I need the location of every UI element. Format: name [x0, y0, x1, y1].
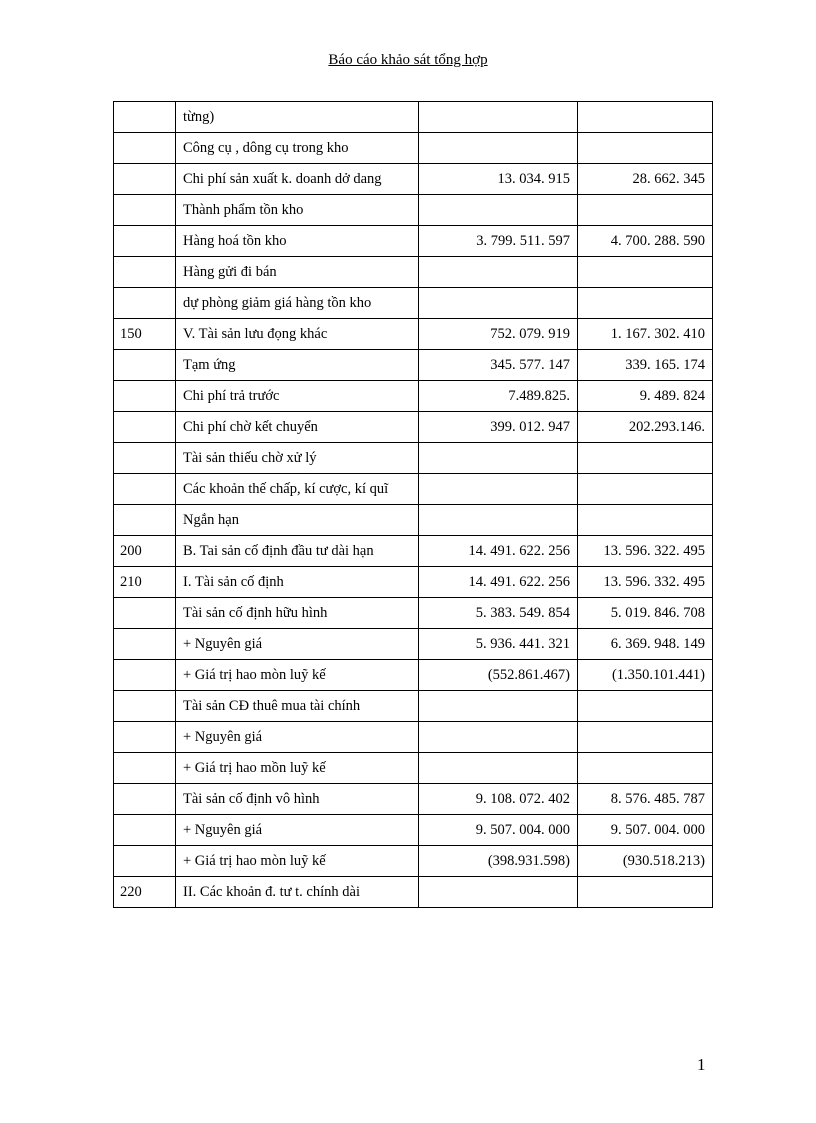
- page-number: 1: [697, 1055, 706, 1074]
- row-value-current: 202.293.146.: [578, 412, 713, 443]
- row-value-current: 5. 019. 846. 708: [578, 598, 713, 629]
- row-value-current: 339. 165. 174: [578, 350, 713, 381]
- table-row: [114, 195, 713, 226]
- row-code: [114, 660, 176, 691]
- table-row: [114, 133, 713, 164]
- table-row: [114, 443, 713, 474]
- row-value-current: [578, 691, 713, 722]
- row-code: [114, 474, 176, 505]
- row-code: [114, 102, 176, 133]
- table-row: [114, 102, 713, 133]
- row-code: [114, 164, 176, 195]
- row-value-current: [578, 288, 713, 319]
- table-row: [114, 381, 713, 412]
- row-value-prior: 752. 079. 919: [419, 319, 578, 350]
- table-row: [114, 784, 713, 815]
- row-value-current: 8. 576. 485. 787: [578, 784, 713, 815]
- row-value-current: 9. 507. 004. 000: [578, 815, 713, 846]
- table-row: [114, 722, 713, 753]
- row-code: [114, 815, 176, 846]
- row-code: 150: [114, 319, 176, 350]
- row-item: + Nguyên giá: [176, 629, 419, 660]
- table-row: [114, 164, 713, 195]
- row-value-prior: 5. 383. 549. 854: [419, 598, 578, 629]
- row-value-prior: [419, 753, 578, 784]
- row-code: [114, 784, 176, 815]
- row-code: [114, 350, 176, 381]
- row-item: Tài sản thiếu chờ xử lý: [176, 443, 419, 474]
- row-item: II. Các khoản đ. tư t. chính dài: [176, 877, 419, 908]
- row-value-prior: 9. 108. 072. 402: [419, 784, 578, 815]
- row-code: [114, 412, 176, 443]
- row-value-prior: 7.489.825.: [419, 381, 578, 412]
- row-item: + Giá trị hao mòn luỹ kế: [176, 846, 419, 877]
- row-value-current: [578, 722, 713, 753]
- row-item: Tạm ứng: [176, 350, 419, 381]
- balance-sheet-table: [113, 101, 713, 908]
- table-row: [114, 474, 713, 505]
- row-code: [114, 195, 176, 226]
- row-item: Công cụ , dông cụ trong kho: [176, 133, 419, 164]
- table-row: [114, 598, 713, 629]
- row-code: [114, 505, 176, 536]
- row-value-current: [578, 505, 713, 536]
- row-code: [114, 722, 176, 753]
- row-code: [114, 257, 176, 288]
- table-row: [114, 629, 713, 660]
- row-value-current: [578, 877, 713, 908]
- row-value-prior: [419, 474, 578, 505]
- row-value-prior: 13. 034. 915: [419, 164, 578, 195]
- row-value-current: 13. 596. 322. 495: [578, 536, 713, 567]
- row-code: [114, 443, 176, 474]
- row-code: [114, 133, 176, 164]
- table-row: [114, 257, 713, 288]
- row-code: 200: [114, 536, 176, 567]
- row-code: 220: [114, 877, 176, 908]
- table-row: [114, 350, 713, 381]
- row-item: Chi phí sản xuất k. doanh dở dang: [176, 164, 419, 195]
- row-item: từng): [176, 102, 419, 133]
- row-item: Chi phí trả trước: [176, 381, 419, 412]
- row-item: Chi phí chờ kết chuyển: [176, 412, 419, 443]
- row-value-prior: [419, 505, 578, 536]
- table-row: [114, 691, 713, 722]
- table-row: [114, 226, 713, 257]
- row-value-prior: [419, 288, 578, 319]
- row-value-prior: [419, 443, 578, 474]
- page-header: Báo cáo khảo sát tổng hợp: [328, 52, 488, 68]
- row-item: Các khoản thế chấp, kí cược, kí quĩ: [176, 474, 419, 505]
- row-value-prior: 5. 936. 441. 321: [419, 629, 578, 660]
- row-value-current: [578, 133, 713, 164]
- row-value-prior: 3. 799. 511. 597: [419, 226, 578, 257]
- row-value-prior: [419, 133, 578, 164]
- row-value-current: 4. 700. 288. 590: [578, 226, 713, 257]
- row-item: Thành phẩm tồn kho: [176, 195, 419, 226]
- table-row: [114, 660, 713, 691]
- row-value-prior: 14. 491. 622. 256: [419, 567, 578, 598]
- row-value-current: 9. 489. 824: [578, 381, 713, 412]
- row-value-prior: 14. 491. 622. 256: [419, 536, 578, 567]
- row-code: [114, 288, 176, 319]
- row-code: [114, 381, 176, 412]
- row-value-prior: 345. 577. 147: [419, 350, 578, 381]
- row-value-current: [578, 195, 713, 226]
- row-code: [114, 598, 176, 629]
- row-value-prior: (552.861.467): [419, 660, 578, 691]
- row-code: 210: [114, 567, 176, 598]
- row-item: B. Tai sản cố định đầu tư dài hạn: [176, 536, 419, 567]
- row-item: Tài sản cố định hữu hình: [176, 598, 419, 629]
- table-row: [114, 536, 713, 567]
- row-item: + Nguyên giá: [176, 815, 419, 846]
- row-value-current: [578, 474, 713, 505]
- row-value-prior: [419, 877, 578, 908]
- row-value-current: 28. 662. 345: [578, 164, 713, 195]
- row-code: [114, 629, 176, 660]
- row-item: dự phòng giảm giá hàng tồn kho: [176, 288, 419, 319]
- row-code: [114, 753, 176, 784]
- table-row: [114, 877, 713, 908]
- table-row: [114, 412, 713, 443]
- row-value-current: 13. 596. 332. 495: [578, 567, 713, 598]
- row-item: + Giá trị hao mồn luỹ kế: [176, 753, 419, 784]
- table-row: [114, 846, 713, 877]
- row-value-prior: [419, 102, 578, 133]
- row-value-current: (930.518.213): [578, 846, 713, 877]
- row-value-current: 6. 369. 948. 149: [578, 629, 713, 660]
- row-value-current: 1. 167. 302. 410: [578, 319, 713, 350]
- row-item: Ngắn hạn: [176, 505, 419, 536]
- row-code: [114, 226, 176, 257]
- row-value-current: [578, 443, 713, 474]
- row-value-prior: [419, 722, 578, 753]
- row-value-prior: [419, 195, 578, 226]
- row-value-prior: 399. 012. 947: [419, 412, 578, 443]
- row-code: [114, 691, 176, 722]
- row-code: [114, 846, 176, 877]
- table-row: [114, 753, 713, 784]
- row-item: Hàng hoá tồn kho: [176, 226, 419, 257]
- row-item: Hàng gửi đi bán: [176, 257, 419, 288]
- table-row: [114, 815, 713, 846]
- row-item: + Giá trị hao mòn luỹ kế: [176, 660, 419, 691]
- row-value-current: [578, 257, 713, 288]
- table-row: [114, 288, 713, 319]
- row-item: I. Tài sản cố định: [176, 567, 419, 598]
- table-row: [114, 505, 713, 536]
- row-value-current: (1.350.101.441): [578, 660, 713, 691]
- row-value-current: [578, 102, 713, 133]
- row-item: V. Tài sản lưu đọng khác: [176, 319, 419, 350]
- table-row: [114, 319, 713, 350]
- row-value-prior: [419, 257, 578, 288]
- row-value-prior: [419, 691, 578, 722]
- row-item: Tài sản cố định vô hình: [176, 784, 419, 815]
- row-value-prior: (398.931.598): [419, 846, 578, 877]
- row-value-current: [578, 753, 713, 784]
- row-value-prior: 9. 507. 004. 000: [419, 815, 578, 846]
- row-item: Tài sản CĐ thuê mua tài chính: [176, 691, 419, 722]
- table-row: [114, 567, 713, 598]
- row-item: + Nguyên giá: [176, 722, 419, 753]
